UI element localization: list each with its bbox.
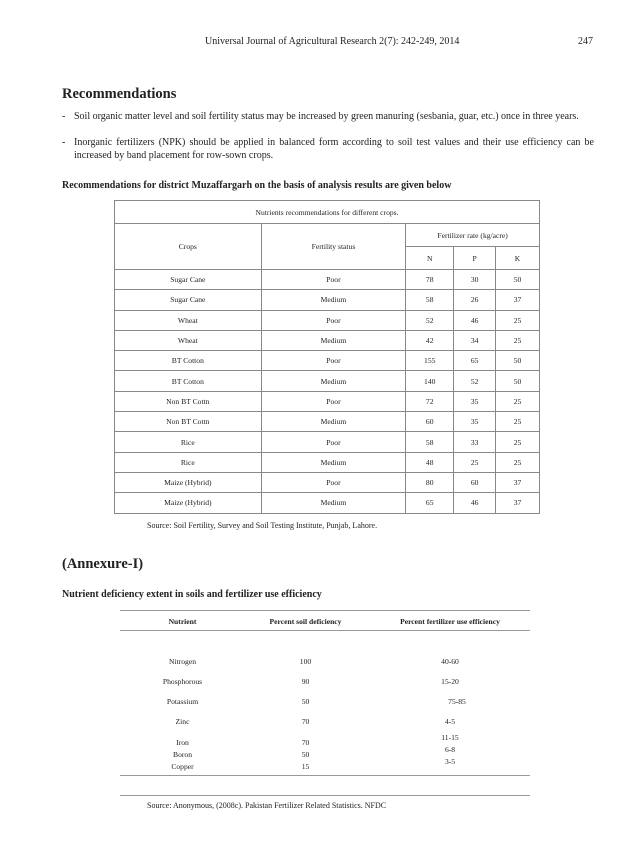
cell-deficiency: 15 xyxy=(301,762,310,771)
table-row xyxy=(115,270,540,290)
table-row xyxy=(115,351,540,371)
cell-deficiency: 70 xyxy=(301,717,310,726)
cell-p: 30 xyxy=(454,270,496,290)
cell-status: Poor xyxy=(261,351,406,371)
district-heading: Recommendations for district Muzaffargarh on the basis of analysis results are given below xyxy=(62,180,452,191)
cell-crop: Non BT Cottn xyxy=(115,391,262,411)
bullet-text: Inorganic fertilizers (NPK) should be applied in balanced form according to soil test values and their use efficiency can be increased by band placement for row-sown crops. xyxy=(74,137,594,161)
cell-deficiency: 90 xyxy=(301,677,310,686)
cell-status: Medium xyxy=(261,452,406,472)
cell-nutrient: Nitrogen xyxy=(169,657,196,666)
page-number: 247 xyxy=(578,36,593,47)
cell-nutrient: Boron xyxy=(173,750,192,759)
cell-status: Poor xyxy=(261,310,406,330)
cell-n: 80 xyxy=(406,472,454,492)
cell-k: 25 xyxy=(496,432,540,452)
cell-efficiency: 4-5 xyxy=(444,717,456,726)
cell-p: 46 xyxy=(454,493,496,513)
cell-p: 35 xyxy=(454,412,496,432)
cell-status: Medium xyxy=(261,290,406,310)
cell-crop: Sugar Cane xyxy=(115,290,262,310)
cell-efficiency: 6-8 xyxy=(444,745,456,754)
cell-k: 50 xyxy=(496,371,540,391)
bullet-dash: - xyxy=(62,137,66,148)
cell-k: 25 xyxy=(496,330,540,350)
bullet-item xyxy=(62,136,602,162)
cell-p: 33 xyxy=(454,432,496,452)
col-header-rate: Fertilizer rate (kg/acre) xyxy=(406,224,540,247)
cell-k: 25 xyxy=(496,452,540,472)
table-row xyxy=(115,452,540,472)
cell-n: 52 xyxy=(406,310,454,330)
cell-deficiency: 50 xyxy=(301,750,310,759)
bullet-item xyxy=(62,110,602,136)
cell-nutrient: Zinc xyxy=(175,717,190,726)
cell-p: 34 xyxy=(454,330,496,350)
col-header-crops: Crops xyxy=(115,224,262,270)
cell-k: 37 xyxy=(496,493,540,513)
cell-efficiency: 3-5 xyxy=(444,757,456,766)
cell-n: 140 xyxy=(406,371,454,391)
cell-status: Poor xyxy=(261,472,406,492)
cell-p: 35 xyxy=(454,391,496,411)
cell-n: 65 xyxy=(406,493,454,513)
cell-crop: Maize (Hybrid) xyxy=(115,472,262,492)
cell-nutrient: Copper xyxy=(171,762,194,771)
col-header-k: K xyxy=(496,247,540,270)
cell-p: 26 xyxy=(454,290,496,310)
cell-p: 46 xyxy=(454,310,496,330)
cell-k: 37 xyxy=(496,472,540,492)
col-header-efficiency: Percent fertilizer use efficiency xyxy=(400,617,500,626)
cell-crop: Maize (Hybrid) xyxy=(115,493,262,513)
cell-efficiency: 11-15 xyxy=(441,733,459,742)
table-row xyxy=(115,371,540,391)
cell-status: Medium xyxy=(261,371,406,391)
cell-k: 37 xyxy=(496,290,540,310)
cell-n: 58 xyxy=(406,290,454,310)
table-row xyxy=(115,432,540,452)
cell-n: 48 xyxy=(406,452,454,472)
table-rule-bottom xyxy=(120,775,530,776)
cell-k: 25 xyxy=(496,310,540,330)
recommendations-heading: Recommendations xyxy=(62,86,177,102)
cell-n: 60 xyxy=(406,412,454,432)
table-row xyxy=(115,310,540,330)
cell-crop: Rice xyxy=(115,432,262,452)
cell-n: 42 xyxy=(406,330,454,350)
cell-p: 60 xyxy=(454,472,496,492)
cell-status: Medium xyxy=(261,330,406,350)
table-row xyxy=(115,493,540,513)
cell-status: Poor xyxy=(261,270,406,290)
col-header-nutrient: Nutrient xyxy=(168,617,197,626)
cell-crop: BT Cotton xyxy=(115,371,262,391)
table-row xyxy=(115,412,540,432)
cell-n: 78 xyxy=(406,270,454,290)
nutrient-recommendations-table xyxy=(114,200,540,514)
cell-crop: Wheat xyxy=(115,330,262,350)
table-row xyxy=(115,472,540,492)
cell-efficiency: 15-20 xyxy=(441,677,459,686)
table-rule-top xyxy=(120,610,530,611)
table-rule-footer xyxy=(120,795,530,796)
cell-crop: Sugar Cane xyxy=(115,270,262,290)
col-header-n: N xyxy=(406,247,454,270)
cell-k: 25 xyxy=(496,391,540,411)
journal-citation: Universal Journal of Agricultural Research 2(7): 242-249, 2014 xyxy=(205,36,460,47)
cell-n: 72 xyxy=(406,391,454,411)
col-header-deficiency: Percent soil deficiency xyxy=(269,617,342,626)
cell-status: Medium xyxy=(261,493,406,513)
cell-efficiency: 40-60 xyxy=(441,657,459,666)
table-rule-header xyxy=(120,630,530,631)
cell-crop: Wheat xyxy=(115,310,262,330)
annexure-heading: (Annexure-I) xyxy=(62,556,144,572)
annexure-subtitle: Nutrient deficiency extent in soils and fertilizer use efficiency xyxy=(62,589,322,600)
annexure-source: Source: Anonymous, (2008c). Pakistan Fertilizer Related Statistics. NFDC xyxy=(147,801,387,810)
cell-p: 65 xyxy=(454,351,496,371)
table-body xyxy=(115,270,540,514)
cell-crop: Rice xyxy=(115,452,262,472)
table-row xyxy=(115,330,540,350)
cell-efficiency: 75-85 xyxy=(448,697,466,706)
cell-nutrient: Phosphorous xyxy=(162,677,203,686)
bullet-text: Soil organic matter level and soil fertility status may be increased by green manuring (sesbania, guar, etc.) once in three years. xyxy=(74,111,579,122)
table1-source: Source: Soil Fertility, Survey and Soil Testing Institute, Punjab, Lahore. xyxy=(147,521,378,530)
cell-p: 52 xyxy=(454,371,496,391)
cell-nutrient: Potassium xyxy=(166,697,199,706)
cell-status: Poor xyxy=(261,432,406,452)
table-row xyxy=(115,391,540,411)
bullet-dash: - xyxy=(62,111,66,122)
table-title: Nutrients recommendations for different crops. xyxy=(115,201,540,224)
cell-n: 58 xyxy=(406,432,454,452)
cell-k: 50 xyxy=(496,351,540,371)
cell-crop: BT Cotton xyxy=(115,351,262,371)
table-row xyxy=(115,290,540,310)
col-header-fertility: Fertility status xyxy=(261,224,406,270)
cell-k: 25 xyxy=(496,412,540,432)
cell-p: 25 xyxy=(454,452,496,472)
cell-status: Medium xyxy=(261,412,406,432)
cell-deficiency: 100 xyxy=(299,657,312,666)
cell-k: 50 xyxy=(496,270,540,290)
cell-n: 155 xyxy=(406,351,454,371)
cell-deficiency: 50 xyxy=(301,697,310,706)
cell-deficiency: 70 xyxy=(301,738,310,747)
cell-crop: Non BT Cottn xyxy=(115,412,262,432)
col-header-p: P xyxy=(454,247,496,270)
cell-status: Poor xyxy=(261,391,406,411)
cell-nutrient: Iron xyxy=(176,738,189,747)
